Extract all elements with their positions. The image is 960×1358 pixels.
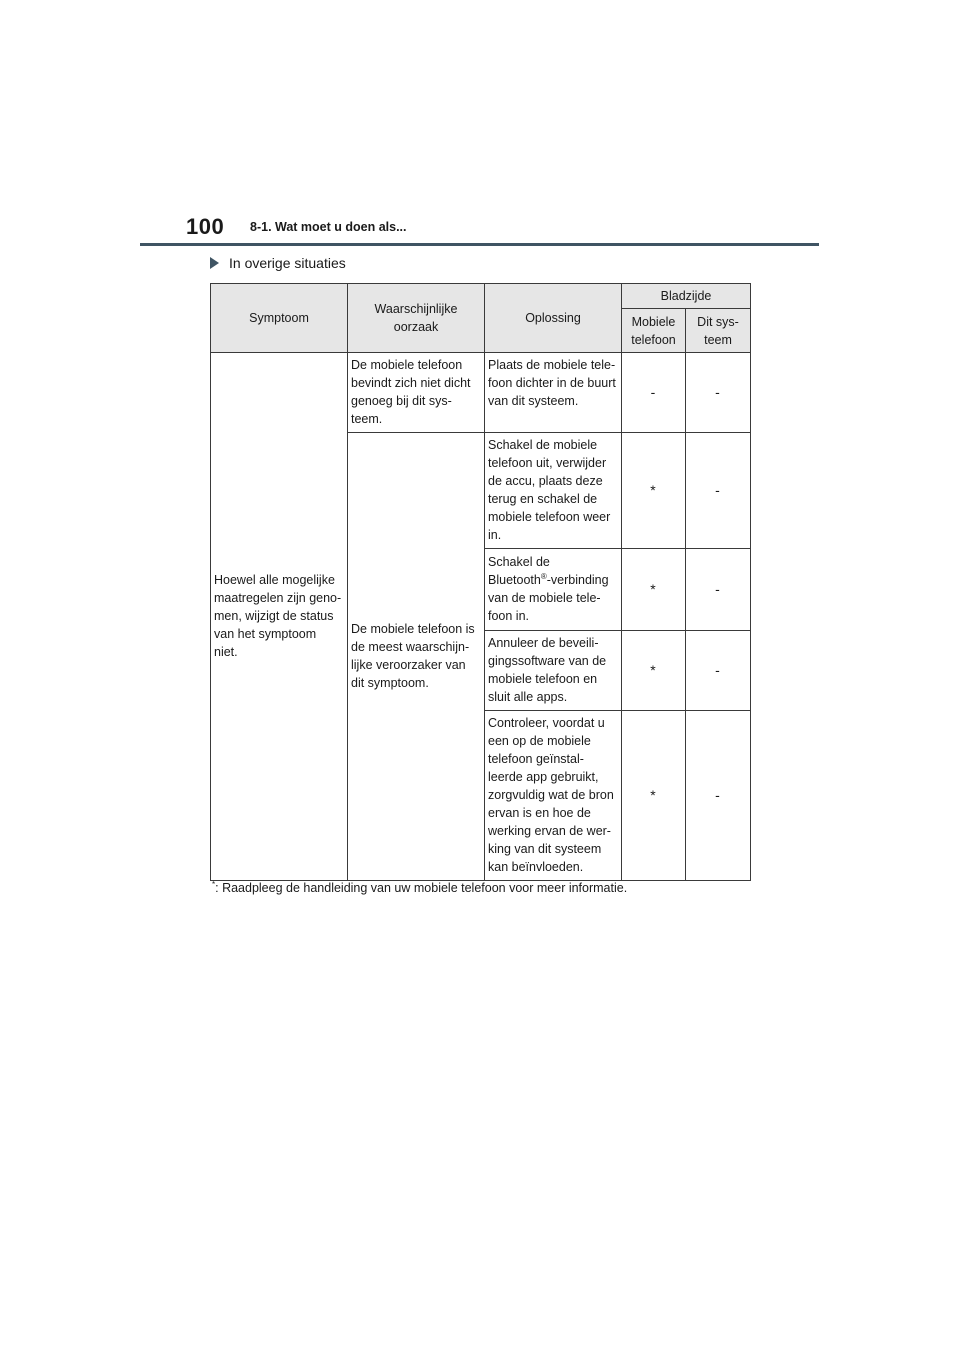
phone-page-cell: *	[622, 711, 686, 881]
header-system: Dit sys- teem	[686, 309, 751, 353]
symptom-cell: Hoewel alle mogelijke maatregelen zijn geno- men, wijzigt de status van het symptoom niet.	[211, 353, 348, 881]
header-phone: Mobiele telefoon	[622, 309, 686, 353]
subheading	[210, 255, 346, 271]
solution-cell: Annuleer de beveili- gingssoftware van de mobiele telefoon en sluit alle apps.	[485, 631, 622, 711]
system-page-cell: -	[686, 631, 751, 711]
phone-page-cell: *	[622, 549, 686, 631]
phone-page-cell: *	[622, 631, 686, 711]
system-page-cell: -	[686, 549, 751, 631]
solution-cell: Plaats de mobiele tele- foon dichter in de buurt van dit systeem.	[485, 353, 622, 433]
page-number: 100	[186, 214, 225, 239]
cause-cell: De mobiele telefoon is de meest waarschijn- lijke veroorzaker van dit symptoom.	[348, 433, 485, 881]
header-symptom: Symptoom	[211, 284, 348, 353]
footnote-marker: *	[212, 879, 216, 889]
footnote	[212, 881, 627, 895]
table-row	[211, 353, 751, 433]
footnote-text: : Raadpleeg de handleiding van uw mobiele telefoon voor meer informatie.	[215, 881, 628, 895]
symptom-table	[210, 283, 751, 881]
solution-text-post: -verbinding van de mobiele tele- foon in.	[488, 573, 609, 623]
system-page-cell: -	[686, 433, 751, 549]
phone-page-cell: *	[622, 433, 686, 549]
header-solution: Oplossing	[485, 284, 622, 353]
header-rule	[140, 243, 819, 246]
subheading-text: In overige situaties	[229, 255, 346, 271]
header-page: Bladzijde	[622, 284, 751, 309]
cause-cell: De mobiele telefoon bevindt zich niet dicht genoeg bij dit sys- teem.	[348, 353, 485, 433]
solution-cell	[485, 549, 622, 631]
system-page-cell: -	[686, 711, 751, 881]
solution-cell: Controleer, voordat u een op de mobiele telefoon geïnstal- leerde app gebruikt, zorgvuldig wat de bron ervan is en hoe de werking ervan de wer- king van dit systeem kan beïnvloeden.	[485, 711, 622, 881]
solution-text-pre: Schakel de Bluetooth	[488, 555, 550, 587]
header-cause: Waarschijnlijke oorzaak	[348, 284, 485, 353]
phone-page-cell: -	[622, 353, 686, 433]
system-page-cell: -	[686, 353, 751, 433]
registered-mark: ®	[540, 571, 547, 581]
section-title: 8-1. Wat moet u doen als...	[250, 220, 407, 234]
triangle-bullet-icon	[210, 257, 219, 269]
solution-cell: Schakel de mobiele telefoon uit, verwijder de accu, plaats deze terug en schakel de mobiele telefoon weer in.	[485, 433, 622, 549]
